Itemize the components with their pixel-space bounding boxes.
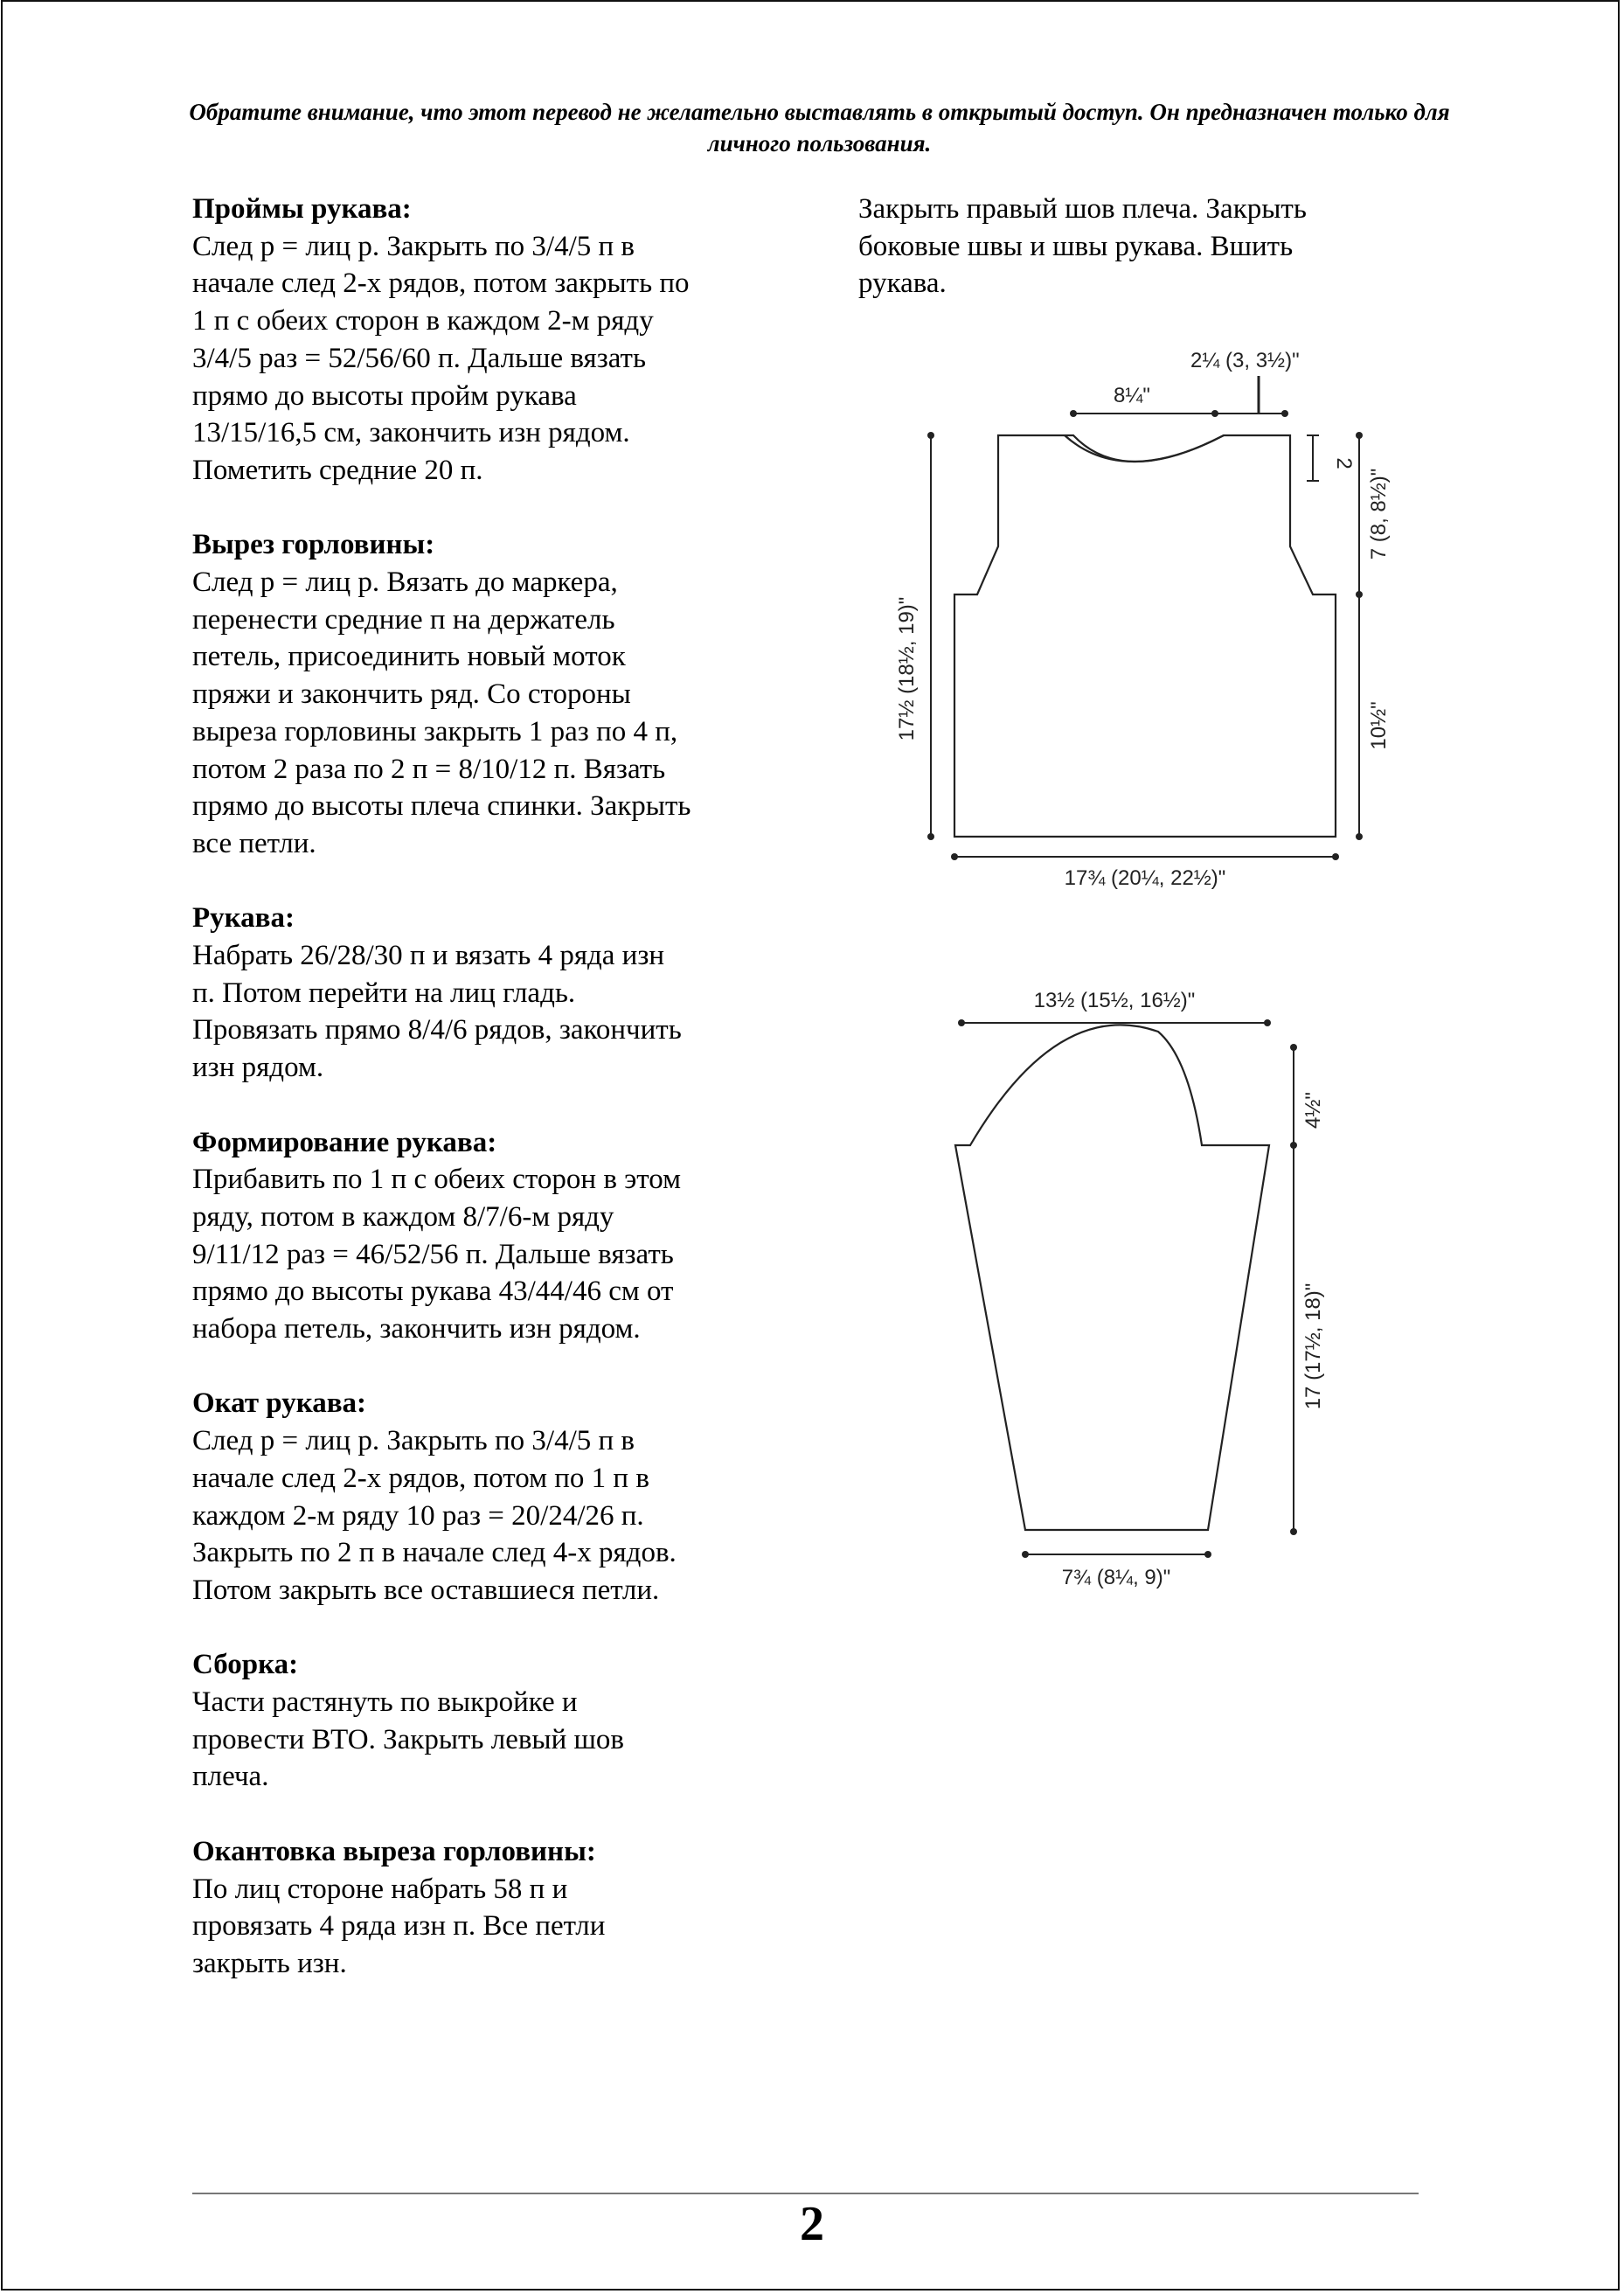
- text-line: все петли.: [192, 827, 316, 859]
- text-line: провязать 4 ряда изн п. Все петли: [192, 1910, 606, 1943]
- cuff-label: 7¾ (8¼, 9)": [1061, 1566, 1171, 1589]
- sleeve-schematic-svg: [909, 979, 1346, 1609]
- text-line: набора петель, закончить изн рядом.: [192, 1313, 641, 1345]
- text-line: прямо до высоты плеча спинки. Закрыть: [192, 790, 691, 823]
- text-line: ряду, потом в каждом 8/7/6-м ряду: [192, 1200, 614, 1233]
- dim-end: [1070, 410, 1077, 417]
- text-line: выреза горловины закрыть 1 раз по 4 п,: [192, 715, 678, 747]
- text-line: потом 2 раза по 2 п = 8/10/12 п. Вязать: [192, 753, 666, 785]
- text-line: начале след 2-х рядов, потом закрыть по: [192, 268, 690, 300]
- dim-end: [1290, 1528, 1297, 1535]
- text-line: прямо до высоты рукава 43/44/46 см от: [192, 1276, 674, 1308]
- text-line: Пометить средние 20 п.: [192, 454, 483, 486]
- section-sleeves: [192, 900, 804, 1087]
- text-line: изн рядом.: [192, 1052, 324, 1084]
- body-outline: [954, 435, 1336, 837]
- dim-end: [1290, 1142, 1297, 1149]
- dim-end: [1022, 1551, 1029, 1558]
- dim-end: [951, 853, 958, 860]
- text-line: провести ВТО. Закрыть левый шов: [192, 1723, 625, 1755]
- dim-end: [1356, 591, 1363, 598]
- text-line: След р = лиц р. Вязать до маркера,: [192, 567, 618, 599]
- section-heading: Окат рукава:: [192, 1387, 367, 1420]
- dim-end: [1281, 410, 1288, 417]
- privacy-notice: Обратите внимание, что этот перевод не желательно выставлять в открытый доступ. Он предназначен только для личного пользования.: [189, 99, 1450, 156]
- neck-width-label: 8¼": [1114, 384, 1150, 407]
- section-heading: Вырез горловины:: [192, 529, 435, 561]
- text-line: плеча.: [192, 1761, 269, 1793]
- text-line: рукава.: [858, 268, 947, 300]
- text-line: По лиц стороне набрать 58 п и: [192, 1873, 568, 1905]
- dim-end: [1264, 1019, 1271, 1026]
- section-neckline: [192, 526, 804, 862]
- text-line: 9/11/12 раз = 46/52/56 п. Дальше вязать: [192, 1238, 674, 1270]
- text-line: Потом закрыть все оставшиеся петли.: [192, 1574, 660, 1606]
- section-armholes: [192, 191, 804, 490]
- dim-end: [1356, 432, 1363, 439]
- neck-depth-label: 2: [1332, 457, 1356, 469]
- length-label: 17½ (18½, 19)": [895, 596, 919, 741]
- dim-end: [958, 1019, 965, 1026]
- section-heading: Рукава:: [192, 902, 295, 935]
- text-line: боковые швы и швы рукава. Вшить: [858, 230, 1294, 262]
- cap-height-label: 4½": [1301, 1092, 1325, 1129]
- text-line: Провязать прямо 8/4/6 рядов, закончить: [192, 1014, 682, 1046]
- text-line: 1 п с обеих сторон в каждом 2-м ряду: [192, 305, 654, 337]
- body-schematic-svg: [874, 332, 1433, 892]
- section-sleeve-cap: [192, 1385, 804, 1609]
- text-line: перенести средние п на держатель: [192, 603, 615, 636]
- dim-end: [927, 432, 934, 439]
- section-heading: Формирование рукава:: [192, 1126, 497, 1158]
- text-line: п. Потом перейти на лиц гладь.: [192, 977, 576, 1009]
- width-label: 17¾ (20¼, 22½)": [1064, 866, 1226, 890]
- text-line: Закрыть по 2 п в начале след 4-х рядов.: [192, 1537, 677, 1569]
- page-number: 2: [800, 2197, 824, 2251]
- section-heading: Окантовка выреза горловины:: [192, 1835, 596, 1867]
- body-schematic: [874, 332, 1433, 892]
- top-width-label: 13½ (15½, 16½)": [1033, 989, 1196, 1012]
- sleeve-length-label: 17 (17½, 18)": [1301, 1283, 1325, 1410]
- dim-end: [1290, 1044, 1297, 1051]
- text-line: След р = лиц р. Закрыть по 3/4/5 п в: [192, 230, 635, 262]
- dim-end: [1204, 1551, 1211, 1558]
- shoulder-label: 2¼ (3, 3½)": [1190, 349, 1300, 372]
- text-line: закрыть изн.: [192, 1947, 347, 1979]
- section-heading: Проймы рукава:: [192, 193, 412, 225]
- text-line: След р = лиц р. Закрыть по 3/4/5 п в: [192, 1425, 635, 1457]
- dim-end: [1356, 833, 1363, 840]
- dim-end: [927, 833, 934, 840]
- side-label: 10½": [1367, 701, 1391, 750]
- text-line: Части растянуть по выкройке и: [192, 1686, 578, 1719]
- text-line: 13/15/16,5 см, закончить изн рядом.: [192, 417, 630, 449]
- section-sleeve-shaping: [192, 1124, 804, 1348]
- text-line: Прибавить по 1 п с обеих сторон в этом: [192, 1164, 682, 1196]
- text-line: пряжи и закончить ряд. Со стороны: [192, 678, 631, 711]
- sleeve-schematic: [909, 979, 1346, 1609]
- text-line: 3/4/5 раз = 52/56/60 п. Дальше вязать: [192, 342, 647, 374]
- text-line: каждом 2-м ряду 10 раз = 20/24/26 п.: [192, 1499, 644, 1532]
- armhole-label: 7 (8, 8½)": [1367, 468, 1391, 560]
- dim-end: [1332, 853, 1339, 860]
- sleeve-outline: [955, 1025, 1269, 1530]
- text-line: прямо до высоты пройм рукава: [192, 379, 577, 412]
- text-line: петель, присоединить новый моток: [192, 641, 626, 673]
- section-heading: Сборка:: [192, 1649, 299, 1681]
- text-line: Закрыть правый шов плеча. Закрыть: [858, 193, 1307, 225]
- text-line: Набрать 26/28/30 п и вязать 4 ряда изн: [192, 940, 665, 972]
- left-column: [192, 191, 804, 2019]
- section-assembly: [192, 1646, 804, 1796]
- right-column: [858, 191, 1418, 302]
- section-neck-band: [192, 1833, 804, 1983]
- text-line: начале след 2-х рядов, потом по 1 п в: [192, 1462, 649, 1494]
